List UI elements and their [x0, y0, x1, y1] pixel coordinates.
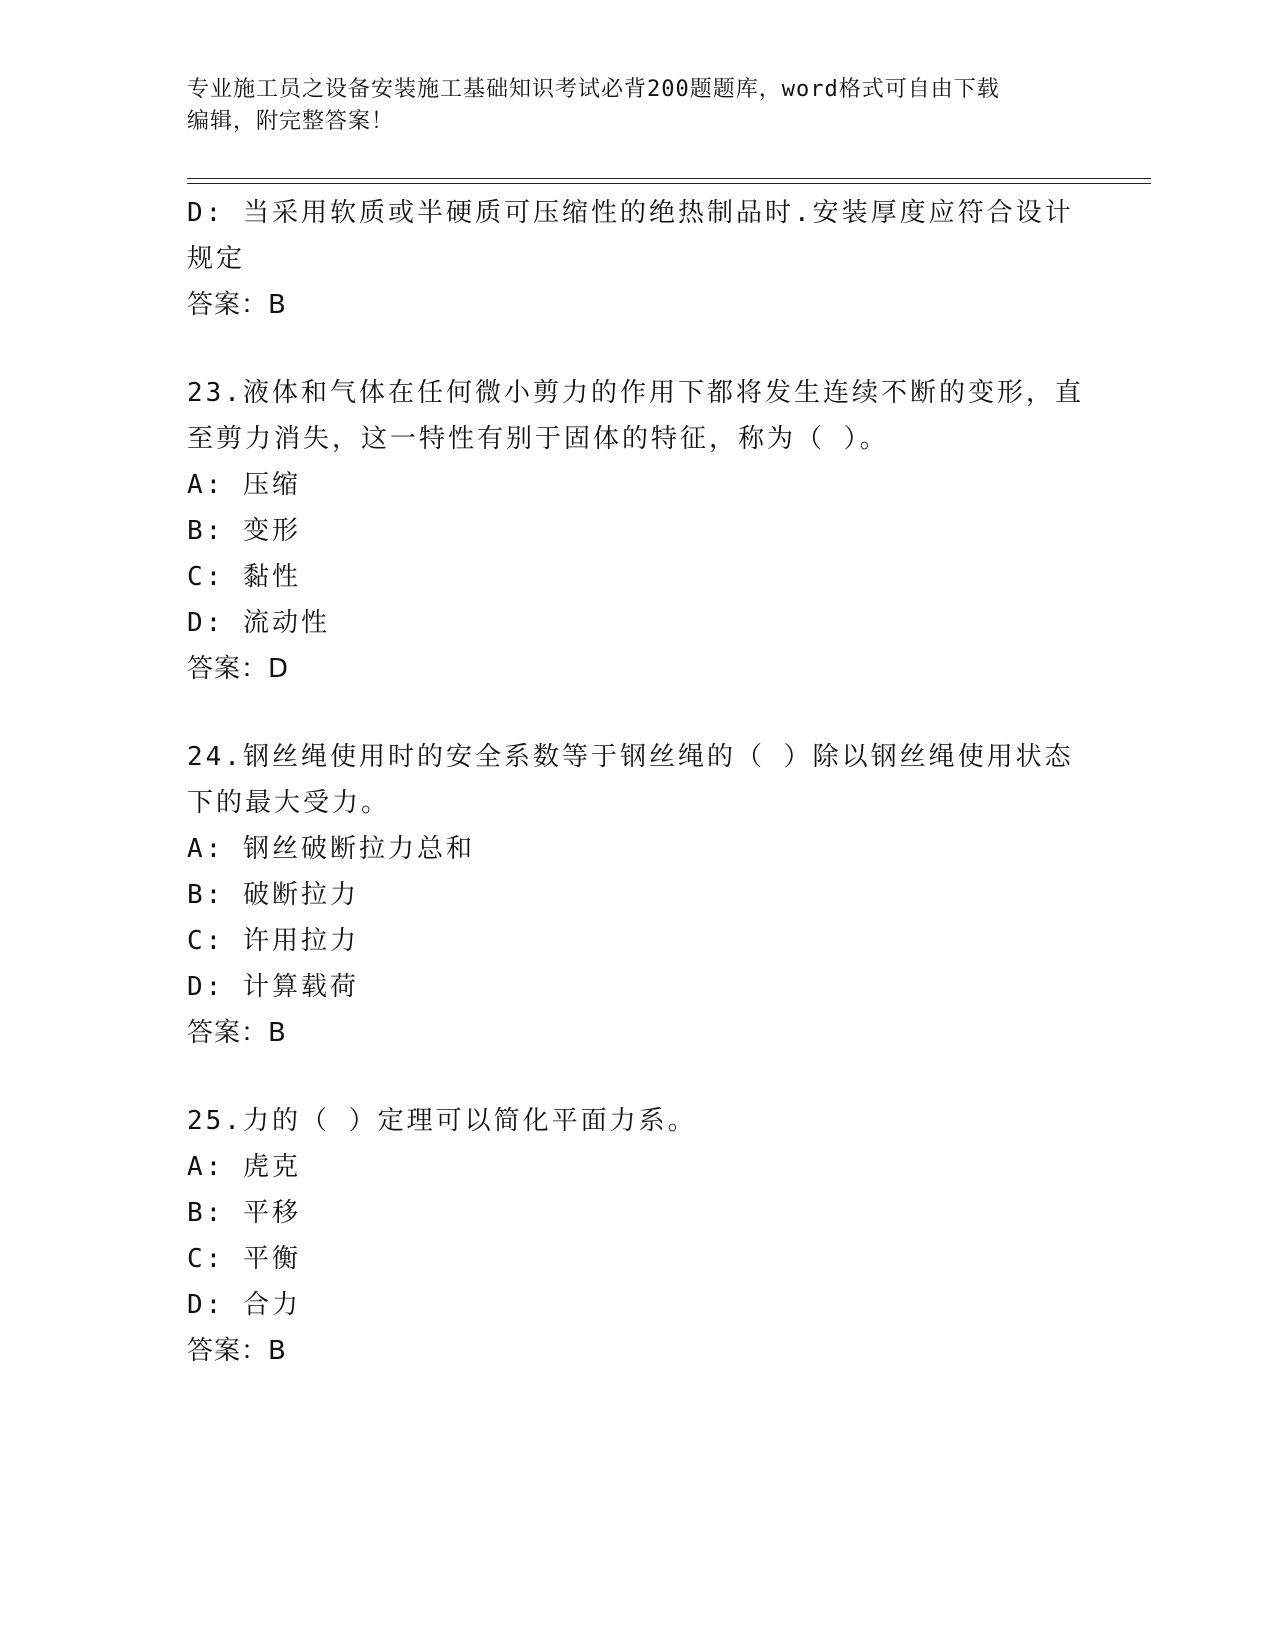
- question-23: [187, 370, 1087, 692]
- answer-line: 答案：D: [187, 654, 290, 684]
- question-25: [187, 1098, 1087, 1374]
- question-stem-line-2: 下的最大受力。: [187, 788, 391, 818]
- answer-line: 答案：B: [187, 1018, 287, 1048]
- answer-line: 答案：B: [187, 290, 287, 320]
- option-c: C: 许用拉力: [187, 926, 359, 956]
- option-c: C: 平衡: [187, 1244, 301, 1274]
- question-22-continued: [187, 190, 1087, 328]
- header-title-line-2: 编辑，附完整答案！: [187, 109, 395, 134]
- option-a: A: 虎克: [187, 1152, 301, 1182]
- option-d: D: 合力: [187, 1290, 301, 1320]
- header-rule-top: [187, 178, 1151, 179]
- option-a: A: 钢丝破断拉力总和: [187, 834, 475, 864]
- question-stem-line-1: 25.力的（ ）定理可以简化平面力系。: [187, 1106, 697, 1136]
- option-b: B: 变形: [187, 516, 301, 546]
- question-stem-line-2: 至剪力消失，这一特性有别于固体的特征，称为（ ）。: [187, 424, 889, 454]
- header-rule-bottom: [187, 183, 1151, 184]
- option-b: B: 平移: [187, 1198, 301, 1228]
- question-stem-line-1: 24.钢丝绳使用时的安全系数等于钢丝绳的（ ）除以钢丝绳使用状态: [187, 742, 1074, 772]
- option-d: D: 流动性: [187, 608, 330, 638]
- option-d-line-2: 规定: [187, 244, 246, 274]
- option-d: D: 计算载荷: [187, 972, 359, 1002]
- question-stem-line-1: 23.液体和气体在任何微小剪力的作用下都将发生连续不断的变形，直: [187, 378, 1084, 408]
- option-d-line-1: D: 当采用软质或半硬质可压缩性的绝热制品时.安装厚度应符合设计: [187, 198, 1074, 228]
- header-title-line-1: 专业施工员之设备安装施工基础知识考试必背200题题库，word格式可自由下载: [187, 77, 1000, 102]
- option-c: C: 黏性: [187, 562, 301, 592]
- spacer: [187, 328, 1087, 370]
- option-b: B: 破断拉力: [187, 880, 359, 910]
- option-a: A: 压缩: [187, 470, 301, 500]
- answer-line: 答案：B: [187, 1336, 287, 1366]
- spacer: [187, 692, 1087, 734]
- document-header: [187, 74, 1087, 138]
- document-body: [187, 190, 1087, 1374]
- question-24: [187, 734, 1087, 1056]
- spacer: [187, 1056, 1087, 1098]
